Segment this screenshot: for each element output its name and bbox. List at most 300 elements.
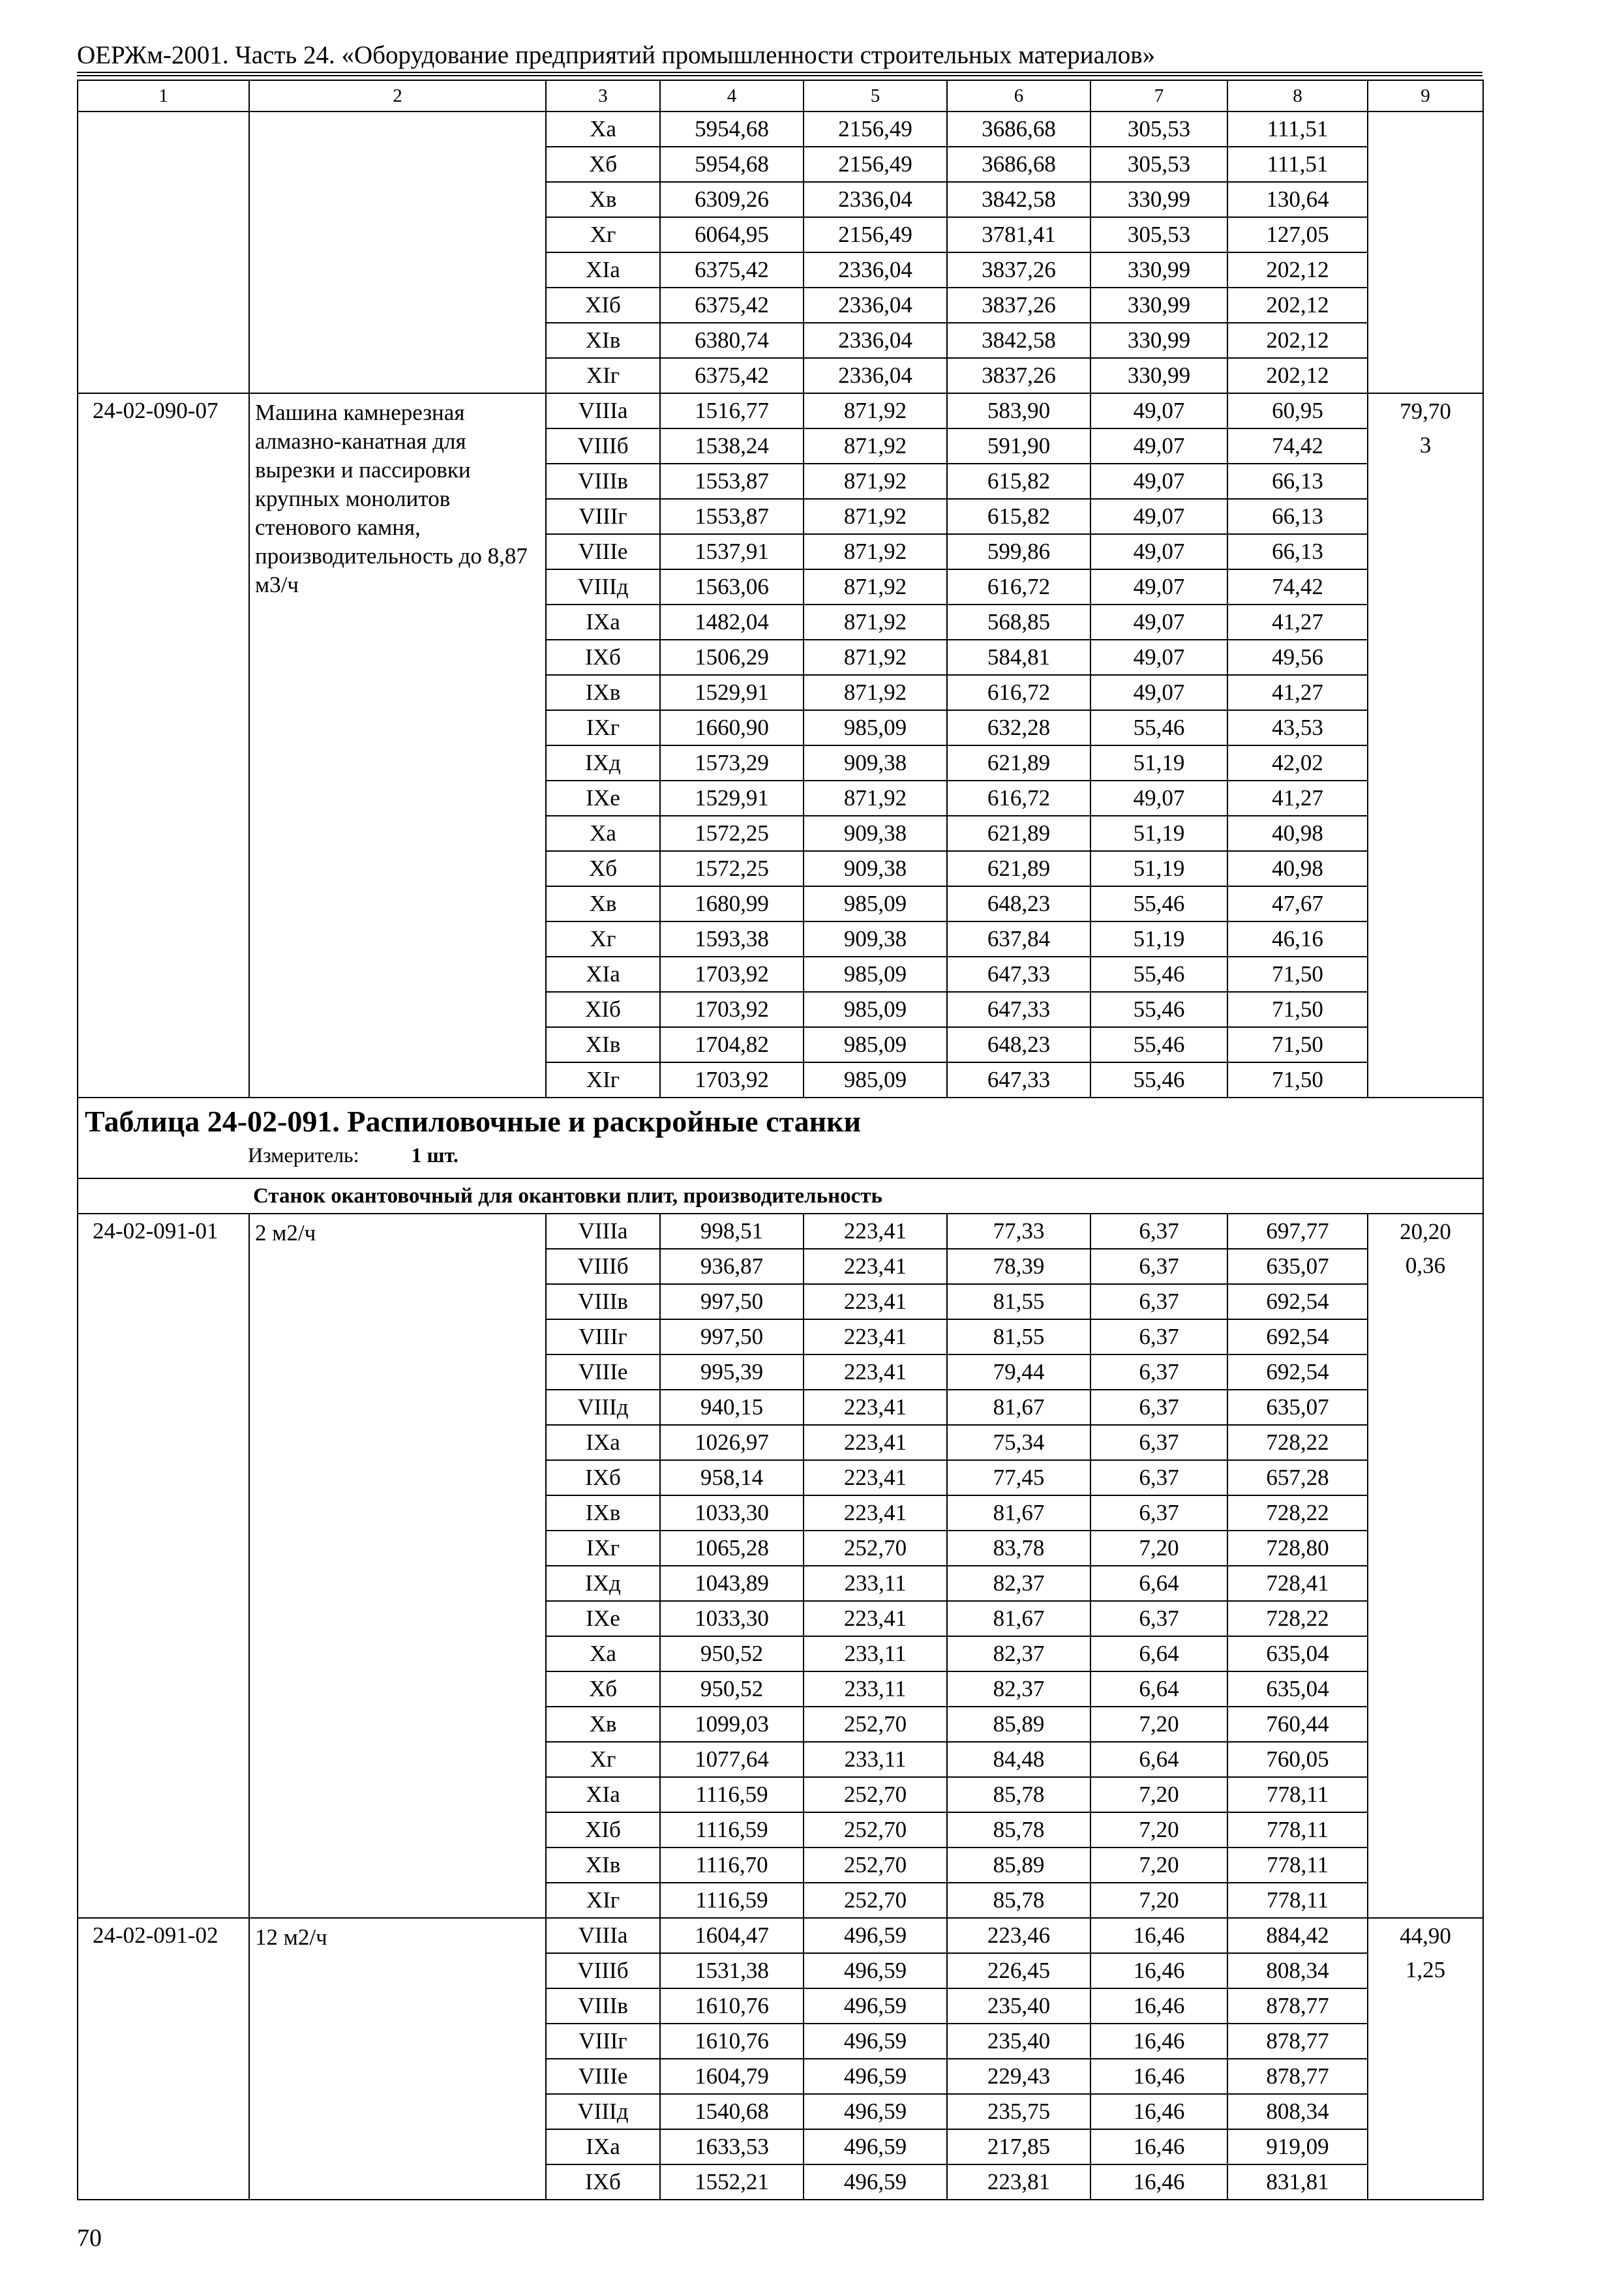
value-cell: 223,41 — [804, 1495, 947, 1531]
value-cell: XIг — [546, 1062, 660, 1098]
value-cell: IXa — [546, 1425, 660, 1460]
value-cell: 919,09 — [1227, 2129, 1368, 2164]
table-row — [78, 288, 1483, 323]
value-cell: 871,92 — [804, 605, 947, 640]
value-cell: IXд — [546, 745, 660, 781]
value-cell: 41,27 — [1227, 605, 1368, 640]
value-cell: 6,64 — [1090, 1636, 1227, 1671]
code-cell — [78, 323, 249, 358]
value-cell: 615,82 — [947, 464, 1090, 499]
value-cell: 496,59 — [804, 1918, 947, 1953]
value-cell: 985,09 — [804, 710, 947, 745]
value-cell: VIIIa — [546, 393, 660, 428]
value-cell: XIв — [546, 1027, 660, 1062]
value-cell: 871,92 — [804, 428, 947, 464]
value-cell: 621,89 — [947, 816, 1090, 851]
value-cell: 305,53 — [1090, 147, 1227, 182]
value-cell: Xв — [546, 886, 660, 921]
value-cell: 728,22 — [1227, 1425, 1368, 1460]
column-header: 5 — [804, 80, 947, 112]
value-cell: VIIIб — [546, 1249, 660, 1284]
value-cell: 111,51 — [1227, 147, 1368, 182]
value-cell: 77,45 — [947, 1460, 1090, 1495]
value-cell: 233,11 — [804, 1671, 947, 1707]
value-cell: 1563,06 — [660, 569, 804, 605]
value-cell: 71,50 — [1227, 992, 1368, 1027]
value-cell: 2336,04 — [804, 182, 947, 217]
value-cell: 1703,92 — [660, 992, 804, 1027]
value-cell: 71,50 — [1227, 1062, 1368, 1098]
value-cell: 217,85 — [947, 2129, 1090, 2164]
value-cell: 496,59 — [804, 1953, 947, 1988]
code-cell — [78, 217, 249, 252]
value-cell: 85,78 — [947, 1883, 1090, 1918]
column-header: 4 — [660, 80, 804, 112]
code-cell — [78, 358, 249, 393]
value-cell: 330,99 — [1090, 323, 1227, 358]
value-cell: 985,09 — [804, 992, 947, 1027]
col9-value: 0,36 — [1368, 1249, 1483, 1918]
item-name: Машина камнерезная алмазно-канатная для вырезки и пассировки крупных монолитов стенового камня, производительность до 8,87 м3/ч — [249, 393, 546, 1098]
value-cell: 75,34 — [947, 1425, 1090, 1460]
value-cell: VIIIг — [546, 1319, 660, 1354]
measure-value: 1 шт. — [411, 1143, 459, 1167]
code-cell — [78, 147, 249, 182]
value-cell: 82,37 — [947, 1671, 1090, 1707]
value-cell: Xв — [546, 1707, 660, 1742]
value-cell: 51,19 — [1090, 921, 1227, 957]
value-cell: 985,09 — [804, 1062, 947, 1098]
value-cell: VIIIб — [546, 1953, 660, 1988]
value-cell: Xб — [546, 1671, 660, 1707]
value-cell: 909,38 — [804, 851, 947, 886]
value-cell: 496,59 — [804, 2024, 947, 2059]
value-cell: 621,89 — [947, 851, 1090, 886]
value-cell: 43,53 — [1227, 710, 1368, 745]
value-cell: 55,46 — [1090, 886, 1227, 921]
table-row — [78, 323, 1483, 358]
value-cell: 229,43 — [947, 2059, 1090, 2094]
col9-value: 44,90 — [1368, 1918, 1483, 1953]
value-cell: 223,41 — [804, 1460, 947, 1495]
header-rule — [77, 72, 1482, 73]
value-cell: 41,27 — [1227, 781, 1368, 816]
value-cell: 1506,29 — [660, 640, 804, 675]
value-cell: 16,46 — [1090, 2129, 1227, 2164]
value-cell: 233,11 — [804, 1742, 947, 1777]
value-cell: 496,59 — [804, 2164, 947, 2200]
value-cell: IXб — [546, 1460, 660, 1495]
value-cell: 778,11 — [1227, 1883, 1368, 1918]
value-cell: 3686,68 — [947, 112, 1090, 147]
value-cell: 1572,25 — [660, 816, 804, 851]
value-cell: 127,05 — [1227, 217, 1368, 252]
value-cell: 632,28 — [947, 710, 1090, 745]
value-cell: 2336,04 — [804, 358, 947, 393]
value-cell: 950,52 — [660, 1671, 804, 1707]
value-cell: 130,64 — [1227, 182, 1368, 217]
value-cell: 6,37 — [1090, 1601, 1227, 1636]
value-cell: 1604,47 — [660, 1918, 804, 1953]
value-cell: 49,07 — [1090, 393, 1227, 428]
value-cell: 568,85 — [947, 605, 1090, 640]
header-rule-2 — [77, 75, 1482, 76]
name-cell — [249, 112, 546, 147]
value-cell: 871,92 — [804, 464, 947, 499]
value-cell: 728,80 — [1227, 1531, 1368, 1566]
value-cell: 66,13 — [1227, 464, 1368, 499]
value-cell: VIIIд — [546, 1390, 660, 1425]
section-row — [78, 1178, 1483, 1214]
value-cell: 728,41 — [1227, 1566, 1368, 1601]
value-cell: 1116,59 — [660, 1777, 804, 1812]
value-cell: VIIIв — [546, 464, 660, 499]
value-cell: 6,37 — [1090, 1249, 1227, 1284]
value-cell: IXе — [546, 781, 660, 816]
col9-cell — [1368, 217, 1483, 252]
value-cell: 871,92 — [804, 534, 947, 569]
value-cell: 2336,04 — [804, 252, 947, 288]
value-cell: 692,54 — [1227, 1319, 1368, 1354]
col9-cell — [1368, 112, 1483, 147]
value-cell: 2156,49 — [804, 112, 947, 147]
value-cell: 223,41 — [804, 1354, 947, 1390]
value-cell: 6375,42 — [660, 252, 804, 288]
value-cell: 647,33 — [947, 1062, 1090, 1098]
value-cell: 621,89 — [947, 745, 1090, 781]
value-cell: 6380,74 — [660, 323, 804, 358]
value-cell: 81,55 — [947, 1284, 1090, 1319]
value-cell: VIIIг — [546, 499, 660, 534]
value-cell: 635,04 — [1227, 1636, 1368, 1671]
value-cell: 2156,49 — [804, 147, 947, 182]
col9-value: 1,25 — [1368, 1953, 1483, 2200]
value-cell: IXв — [546, 1495, 660, 1531]
value-cell: IXб — [546, 640, 660, 675]
value-cell: 637,84 — [947, 921, 1090, 957]
value-cell: 81,55 — [947, 1319, 1090, 1354]
value-cell: IXг — [546, 710, 660, 745]
table-row — [78, 1214, 1483, 1249]
value-cell: 692,54 — [1227, 1354, 1368, 1390]
value-cell: 6,37 — [1090, 1284, 1227, 1319]
value-cell: IXд — [546, 1566, 660, 1601]
value-cell: 6,37 — [1090, 1425, 1227, 1460]
value-cell: 252,70 — [804, 1777, 947, 1812]
value-cell: 496,59 — [804, 2094, 947, 2129]
value-cell: 647,33 — [947, 992, 1090, 1027]
table-title-row — [78, 1098, 1483, 1178]
value-cell: 223,46 — [947, 1918, 1090, 1953]
value-cell: 884,42 — [1227, 1918, 1368, 1953]
section-title: Станок окантовочный для окантовки плит, производительность — [78, 1178, 1483, 1214]
value-cell: 657,28 — [1227, 1460, 1368, 1495]
value-cell: 496,59 — [804, 1988, 947, 2024]
value-cell: 1660,90 — [660, 710, 804, 745]
value-cell: 6,37 — [1090, 1319, 1227, 1354]
value-cell: 16,46 — [1090, 1918, 1227, 1953]
value-cell: 85,89 — [947, 1848, 1090, 1883]
value-cell: 940,15 — [660, 1390, 804, 1425]
value-cell: 46,16 — [1227, 921, 1368, 957]
value-cell: 223,41 — [804, 1319, 947, 1354]
value-cell: 1482,04 — [660, 605, 804, 640]
value-cell: 3837,26 — [947, 252, 1090, 288]
name-cell — [249, 358, 546, 393]
value-cell: 878,77 — [1227, 1988, 1368, 2024]
value-cell: VIIIе — [546, 2059, 660, 2094]
value-cell: 909,38 — [804, 816, 947, 851]
value-cell: 16,46 — [1090, 1953, 1227, 1988]
value-cell: IXе — [546, 1601, 660, 1636]
code-cell — [78, 288, 249, 323]
value-cell: 84,48 — [947, 1742, 1090, 1777]
value-cell: XIa — [546, 1777, 660, 1812]
value-cell: 55,46 — [1090, 710, 1227, 745]
value-cell: XIa — [546, 957, 660, 992]
value-cell: Xг — [546, 921, 660, 957]
value-cell: 7,20 — [1090, 1812, 1227, 1848]
value-cell: 40,98 — [1227, 851, 1368, 886]
value-cell: 49,07 — [1090, 464, 1227, 499]
value-cell: 5954,68 — [660, 147, 804, 182]
value-cell: 1553,87 — [660, 464, 804, 499]
value-cell: 71,50 — [1227, 957, 1368, 992]
table-row — [78, 147, 1483, 182]
table-row — [78, 112, 1483, 147]
value-cell: 1116,70 — [660, 1848, 804, 1883]
column-header: 3 — [546, 80, 660, 112]
value-cell: 81,67 — [947, 1601, 1090, 1636]
value-cell: 330,99 — [1090, 252, 1227, 288]
value-cell: 3842,58 — [947, 323, 1090, 358]
value-cell: 6,64 — [1090, 1671, 1227, 1707]
name-cell — [249, 182, 546, 217]
value-cell: 6,37 — [1090, 1354, 1227, 1390]
value-cell: 584,81 — [947, 640, 1090, 675]
value-cell: 616,72 — [947, 781, 1090, 816]
value-cell: 77,33 — [947, 1214, 1090, 1249]
value-cell: Xв — [546, 182, 660, 217]
value-cell: 985,09 — [804, 1027, 947, 1062]
value-cell: 49,07 — [1090, 675, 1227, 710]
name-cell — [249, 217, 546, 252]
item-code: 24-02-091-01 — [78, 1214, 249, 1918]
value-cell: 878,77 — [1227, 2059, 1368, 2094]
column-header: 9 — [1368, 80, 1483, 112]
value-cell: 233,11 — [804, 1636, 947, 1671]
value-cell: 647,33 — [947, 957, 1090, 992]
value-cell: 16,46 — [1090, 2059, 1227, 2094]
col9-cell — [1368, 252, 1483, 288]
value-cell: XIб — [546, 992, 660, 1027]
value-cell: 635,04 — [1227, 1671, 1368, 1707]
value-cell: 1531,38 — [660, 1953, 804, 1988]
value-cell: 1026,97 — [660, 1425, 804, 1460]
value-cell: Xб — [546, 147, 660, 182]
value-cell: 49,07 — [1090, 534, 1227, 569]
value-cell: XIв — [546, 323, 660, 358]
value-cell: 305,53 — [1090, 112, 1227, 147]
value-cell: 6,37 — [1090, 1460, 1227, 1495]
value-cell: 1610,76 — [660, 2024, 804, 2059]
table-row — [78, 217, 1483, 252]
value-cell: XIб — [546, 288, 660, 323]
column-header: 8 — [1227, 80, 1368, 112]
table-row — [78, 1918, 1483, 1953]
value-cell: 615,82 — [947, 499, 1090, 534]
value-cell: 3837,26 — [947, 288, 1090, 323]
value-cell: 49,56 — [1227, 640, 1368, 675]
value-cell: 1529,91 — [660, 781, 804, 816]
value-cell: 66,13 — [1227, 499, 1368, 534]
value-cell: 51,19 — [1090, 816, 1227, 851]
column-header: 2 — [249, 80, 546, 112]
value-cell: 41,27 — [1227, 675, 1368, 710]
value-cell: 55,46 — [1090, 1027, 1227, 1062]
value-cell: 252,70 — [804, 1848, 947, 1883]
value-cell: 2336,04 — [804, 288, 947, 323]
value-cell: 7,20 — [1090, 1883, 1227, 1918]
value-cell: 950,52 — [660, 1636, 804, 1671]
value-cell: 7,20 — [1090, 1848, 1227, 1883]
value-cell: 1703,92 — [660, 957, 804, 992]
item-code: 24-02-090-07 — [78, 393, 249, 1098]
value-cell: 3842,58 — [947, 182, 1090, 217]
value-cell: 728,22 — [1227, 1495, 1368, 1531]
value-cell: 871,92 — [804, 675, 947, 710]
name-cell — [249, 147, 546, 182]
price-table — [77, 80, 1484, 2200]
value-cell: IXa — [546, 2129, 660, 2164]
col9-cell — [1368, 147, 1483, 182]
value-cell: 778,11 — [1227, 1848, 1368, 1883]
table-row — [78, 182, 1483, 217]
value-cell: 202,12 — [1227, 252, 1368, 288]
value-cell: 909,38 — [804, 921, 947, 957]
value-cell: 697,77 — [1227, 1214, 1368, 1249]
value-cell: 997,50 — [660, 1284, 804, 1319]
column-header-row — [78, 80, 1483, 112]
value-cell: 51,19 — [1090, 745, 1227, 781]
value-cell: 40,98 — [1227, 816, 1368, 851]
value-cell: 635,07 — [1227, 1390, 1368, 1425]
value-cell: Xa — [546, 112, 660, 147]
value-cell: 6375,42 — [660, 288, 804, 323]
value-cell: 808,34 — [1227, 2094, 1368, 2129]
value-cell: 1099,03 — [660, 1707, 804, 1742]
value-cell: 223,41 — [804, 1425, 947, 1460]
value-cell: 6,64 — [1090, 1742, 1227, 1777]
value-cell: 6,64 — [1090, 1566, 1227, 1601]
value-cell: IXв — [546, 675, 660, 710]
table-row — [78, 393, 1483, 428]
value-cell: 252,70 — [804, 1812, 947, 1848]
value-cell: 16,46 — [1090, 2164, 1227, 2200]
value-cell: 958,14 — [660, 1460, 804, 1495]
value-cell: 1033,30 — [660, 1601, 804, 1636]
value-cell: 49,07 — [1090, 605, 1227, 640]
value-cell: Xa — [546, 816, 660, 851]
value-cell: 85,78 — [947, 1777, 1090, 1812]
value-cell: 82,37 — [947, 1566, 1090, 1601]
value-cell: VIIIе — [546, 534, 660, 569]
value-cell: XIг — [546, 1883, 660, 1918]
col9-cell — [1368, 323, 1483, 358]
value-cell: 111,51 — [1227, 112, 1368, 147]
value-cell: 7,20 — [1090, 1707, 1227, 1742]
table-title-cell — [78, 1098, 1483, 1178]
value-cell: 223,41 — [804, 1284, 947, 1319]
value-cell: 82,37 — [947, 1636, 1090, 1671]
value-cell: 936,87 — [660, 1249, 804, 1284]
value-cell: 871,92 — [804, 569, 947, 605]
value-cell: 223,41 — [804, 1601, 947, 1636]
value-cell: 616,72 — [947, 569, 1090, 605]
value-cell: 997,50 — [660, 1319, 804, 1354]
value-cell: 1116,59 — [660, 1883, 804, 1918]
value-cell: VIIIе — [546, 1354, 660, 1390]
value-cell: 1593,38 — [660, 921, 804, 957]
value-cell: 496,59 — [804, 2059, 947, 2094]
table-row — [78, 252, 1483, 288]
value-cell: 16,46 — [1090, 2094, 1227, 2129]
value-cell: 1552,21 — [660, 2164, 804, 2200]
value-cell: 3837,26 — [947, 358, 1090, 393]
value-cell: 330,99 — [1090, 182, 1227, 217]
value-cell: 79,44 — [947, 1354, 1090, 1390]
measure-label: Измеритель: — [248, 1143, 359, 1167]
value-cell: IXб — [546, 2164, 660, 2200]
value-cell: 2156,49 — [804, 217, 947, 252]
value-cell: 6375,42 — [660, 358, 804, 393]
value-cell: 760,05 — [1227, 1742, 1368, 1777]
value-cell: 71,50 — [1227, 1027, 1368, 1062]
column-header: 1 — [78, 80, 249, 112]
value-cell: 831,81 — [1227, 2164, 1368, 2200]
value-cell: 81,67 — [947, 1390, 1090, 1425]
value-cell: IXг — [546, 1531, 660, 1566]
value-cell: 235,40 — [947, 2024, 1090, 2059]
value-cell: 778,11 — [1227, 1777, 1368, 1812]
value-cell: 42,02 — [1227, 745, 1368, 781]
value-cell: 78,39 — [947, 1249, 1090, 1284]
value-cell: 1033,30 — [660, 1495, 804, 1531]
item-name: 2 м2/ч — [249, 1214, 546, 1918]
value-cell: 1610,76 — [660, 1988, 804, 2024]
value-cell: 985,09 — [804, 886, 947, 921]
col9-value: 3 — [1368, 428, 1483, 1098]
value-cell: 233,11 — [804, 1566, 947, 1601]
value-cell: 49,07 — [1090, 781, 1227, 816]
value-cell: 692,54 — [1227, 1284, 1368, 1319]
value-cell: 1077,64 — [660, 1742, 804, 1777]
value-cell: 223,41 — [804, 1249, 947, 1284]
value-cell: 1604,79 — [660, 2059, 804, 2094]
value-cell: 51,19 — [1090, 851, 1227, 886]
value-cell: IXa — [546, 605, 660, 640]
value-cell: 49,07 — [1090, 428, 1227, 464]
value-cell: 49,07 — [1090, 499, 1227, 534]
value-cell: 995,39 — [660, 1354, 804, 1390]
column-header: 7 — [1090, 80, 1227, 112]
value-cell: 871,92 — [804, 781, 947, 816]
col9-value: 20,20 — [1368, 1214, 1483, 1249]
item-name: 12 м2/ч — [249, 1918, 546, 2200]
value-cell: 808,34 — [1227, 1953, 1368, 1988]
value-cell: 648,23 — [947, 1027, 1090, 1062]
value-cell: 3686,68 — [947, 147, 1090, 182]
